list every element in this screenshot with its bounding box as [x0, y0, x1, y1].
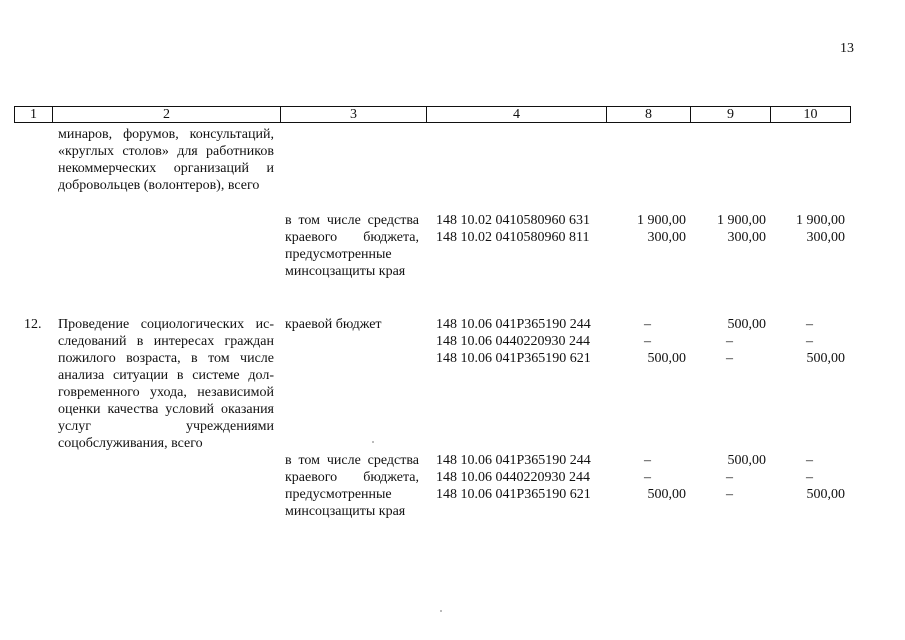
budget-code: 148 10.06 041P365190 621: [436, 487, 591, 502]
amount-cell: 500,00: [806, 351, 845, 366]
row12-sub-codes: [436, 452, 606, 503]
amount-cell: 500,00: [647, 487, 686, 502]
amount-cell: –: [644, 453, 651, 468]
budget-code: 148 10.02 0410580960 811: [436, 230, 590, 245]
amount-cell: –: [726, 470, 733, 485]
amount-cell: –: [726, 351, 733, 366]
budget-code: 148 10.06 0440220930 244: [436, 334, 590, 349]
row12-source: краевой бюджет: [285, 317, 382, 332]
amount-cell: 1 900,00: [717, 213, 766, 228]
amount-cell: –: [806, 453, 813, 468]
continuation-sub-col10: [770, 212, 845, 246]
header-col-1: 1: [14, 106, 52, 123]
row12-sub-source: в том числе средства краевого бюджета, предусмотренные минсоцзащиты края: [285, 453, 419, 519]
budget-code: 148 10.06 041P365190 244: [436, 317, 591, 332]
budget-code: 148 10.06 041P365190 244: [436, 453, 591, 468]
header-col-4: 4: [426, 106, 606, 123]
amount-cell: –: [806, 470, 813, 485]
amount-cell: 1 900,00: [637, 213, 686, 228]
budget-code: 148 10.06 0440220930 244: [436, 470, 590, 485]
row12-col8: [606, 316, 686, 367]
amount-cell: –: [644, 317, 651, 332]
header-col-3: 3: [280, 106, 426, 123]
header-col-9: 9: [690, 106, 770, 123]
amount-cell: –: [806, 317, 813, 332]
amount-cell: 500,00: [727, 317, 766, 332]
amount-cell: 1 900,00: [796, 213, 845, 228]
amount-cell: –: [726, 334, 733, 349]
amount-cell: 300,00: [806, 230, 845, 245]
amount-cell: –: [644, 334, 651, 349]
row12-description: Проведение социологических исследований в интересах граждан пожилого возраста, в том числе анализа ситуации в системе долговременного ухода, независимой оценки качества условий оказания услуг учреждениями соцобслуживания, всего: [58, 317, 274, 451]
row12-sub-col8: [606, 452, 686, 503]
header-col-10: 10: [770, 106, 851, 123]
budget-code: 148 10.06 041P365190 621: [436, 351, 591, 366]
amount-cell: –: [806, 334, 813, 349]
scan-speck: [372, 441, 374, 443]
scan-speck: [440, 610, 442, 612]
continuation-sub-codes: [436, 212, 606, 246]
continuation-sub-col8: [606, 212, 686, 246]
amount-cell: –: [726, 487, 733, 502]
row12-col10: [770, 316, 845, 367]
amount-cell: 300,00: [727, 230, 766, 245]
row-number: 12.: [24, 317, 42, 332]
budget-code: 148 10.02 0410580960 631: [436, 213, 590, 228]
row12-sub-col9: [690, 452, 766, 503]
row12-codes: [436, 316, 606, 367]
row12-sub-col10: [770, 452, 845, 503]
amount-cell: 500,00: [806, 487, 845, 502]
amount-cell: –: [644, 470, 651, 485]
continuation-sub-source: в том числе средства краевого бюджета, предусмотренные минсоцзащиты края: [285, 213, 419, 279]
header-col-2: 2: [52, 106, 280, 123]
row12-col9: [690, 316, 766, 367]
header-col-8: 8: [606, 106, 690, 123]
continuation-description: минаров, форумов, консультаций, «круглых столов» для работников некоммерческих организаций и добровольцев (волонтеров), всего: [58, 127, 274, 193]
amount-cell: 500,00: [727, 453, 766, 468]
amount-cell: 500,00: [647, 351, 686, 366]
page-number: 13: [840, 41, 854, 56]
amount-cell: 300,00: [647, 230, 686, 245]
continuation-sub-col9: [690, 212, 766, 246]
